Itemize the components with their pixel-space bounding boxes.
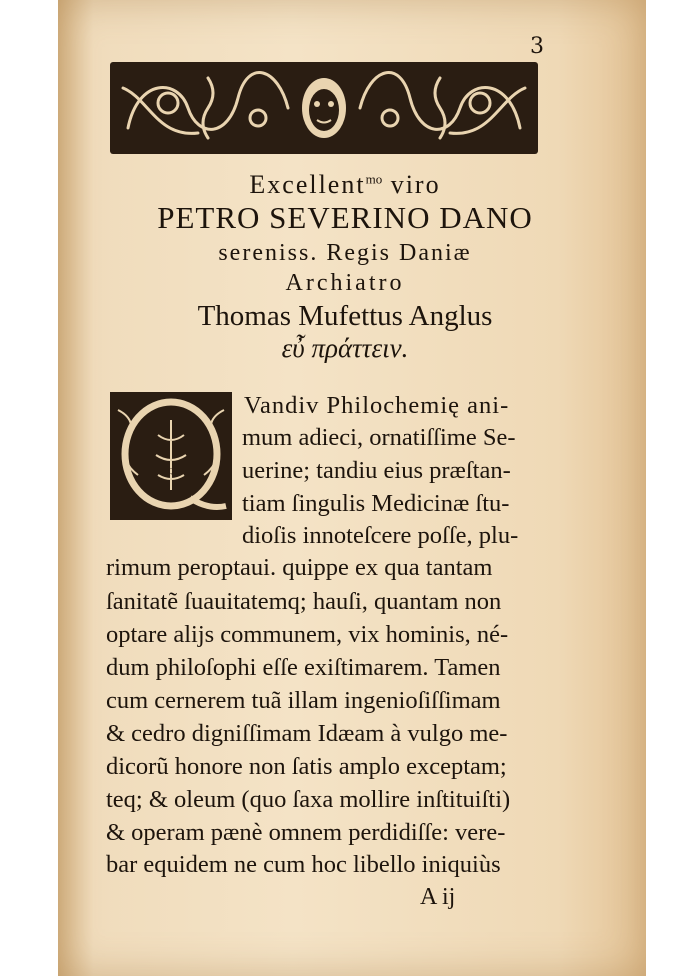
text-line: ſanitatẽ ſuauitatemq; hauſi, quantam non — [106, 588, 502, 615]
initial-letter: Q — [168, 467, 174, 476]
heading-line-2: PETRO SEVERINO DANO — [157, 200, 533, 235]
text-line: cum cernerem tuã illam ingenioſiſſimam — [106, 687, 501, 714]
text-line: tiam ſingulis Medicinæ ſtu- — [242, 490, 510, 517]
text-line: optare alijs communem, vix hominis, né- — [106, 621, 509, 648]
greek-greeting: εὖ πράττειν. — [281, 333, 409, 363]
signature-mark: A ij — [420, 884, 456, 910]
text-line: uerine; tandiu eius præſtan- — [242, 457, 511, 484]
heading-line-1 — [0, 170, 690, 200]
text-line: dicorũ honore non ſatis amplo exceptam; — [106, 753, 507, 780]
text-line: mum adieci, ornatiſſime Se- — [242, 424, 516, 451]
heading-line-1-sup: mo — [365, 171, 383, 187]
heading-line-5: Thomas Mufettus Anglus — [197, 300, 493, 332]
text-line: dioſis innoteſcere poſſe, plu- — [242, 522, 519, 549]
text-line: & operam pænè omnem perdidiſſe: vere- — [106, 819, 506, 846]
text-line: rimum peroptaui. quippe ex qua tantam — [106, 554, 493, 581]
text-line: Vandiv Philochemię ani- — [244, 392, 510, 419]
text-line: & cedro digniſſimam Idæam à vulgo me- — [106, 720, 508, 747]
heading-line-4: Archiatro — [285, 270, 405, 296]
heading-line-1-main: Excellent — [249, 170, 366, 199]
ornamental-headpiece — [108, 58, 540, 158]
text-line: dum philoſophi eſſe exiſtimarem. Tamen — [106, 654, 501, 681]
decorated-initial-q — [108, 390, 234, 522]
heading-line-1-tail: viro — [382, 170, 441, 199]
heading-line-3: sereniss. Regis Daniæ — [218, 240, 472, 266]
page-number: 3 — [530, 34, 544, 59]
text-line: teq; & oleum (quo ſaxa mollire inſtituiſti) — [106, 786, 511, 813]
text-line: bar equidem ne cum hoc libello iniquiùs — [106, 851, 501, 878]
